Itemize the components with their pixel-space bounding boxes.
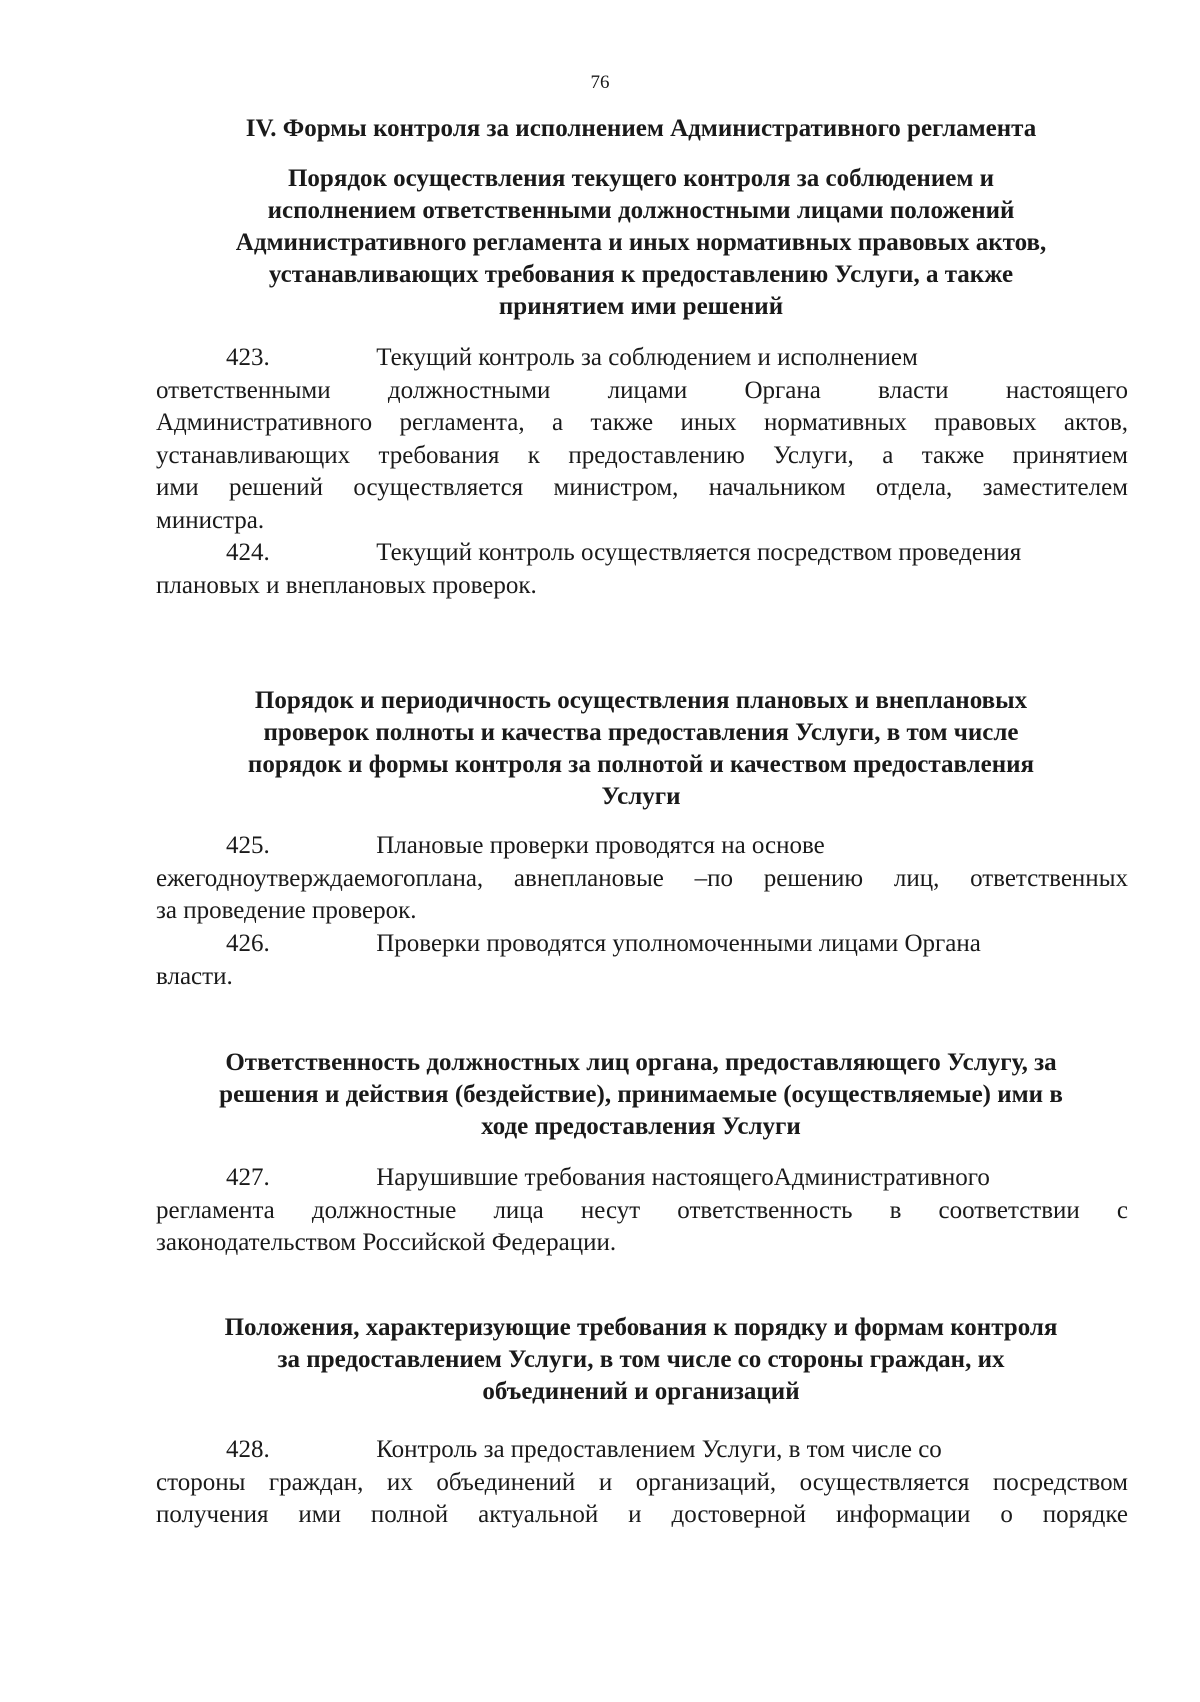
paragraph-first-line: Текущий контроль за соблюдением и исполнением	[376, 344, 918, 371]
heading-line: Услуги	[601, 783, 681, 810]
heading-line: ходе предоставления Услуги	[481, 1113, 801, 1140]
heading-line: принятием ими решений	[498, 293, 784, 320]
paragraph-423	[156, 342, 1128, 537]
heading-line: Порядок и периодичность осуществления плановых и внеплановых	[254, 687, 1028, 714]
paragraph-line: ежегодноутверждаемогоплана, авнеплановые –по решению лиц, ответственных	[156, 864, 1128, 892]
page-number: 76	[590, 72, 610, 93]
paragraph-line: стороны граждан, их объединений и организаций, осуществляется посредством	[156, 1468, 1128, 1496]
paragraph-first-line: Текущий контроль осуществляется посредством проведения	[376, 539, 1022, 566]
heading-line: за предоставлением Услуги, в том числе со стороны граждан, их	[277, 1346, 1005, 1373]
paragraph-line: министра.	[156, 506, 265, 534]
paragraph-number: 427.	[226, 1164, 270, 1191]
subsection-heading	[140, 163, 1142, 323]
paragraph-line: регламента должностные лица несут ответственность в соответствии с	[156, 1196, 1128, 1224]
heading-line: Административного регламента и иных нормативных правовых актов,	[235, 229, 1047, 256]
paragraph-first-line: Проверки проводятся уполномоченными лицами Органа	[376, 930, 981, 957]
heading-line: Ответственность должностных лиц органа, предоставляющего Услугу, за	[225, 1049, 1057, 1076]
heading-line: решения и действия (бездействие), принимаемые (осуществляемые) ими в	[219, 1081, 1063, 1108]
heading-line: устанавливающих требования к предоставлению Услуги, а также	[268, 261, 1014, 288]
paragraph-number: 428.	[226, 1436, 270, 1463]
paragraph-number: 424.	[226, 539, 270, 566]
paragraph-line: плановых и внеплановых проверок.	[156, 571, 537, 599]
paragraph-425	[156, 830, 1128, 928]
paragraph-line: власти.	[156, 962, 233, 990]
section-title-text: IV. Формы контроля за исполнением Административного регламента	[245, 115, 1037, 142]
paragraph-first-line: Контроль за предоставлением Услуги, в том числе со	[376, 1436, 942, 1463]
heading-line: порядок и формы контроля за полнотой и качеством предоставления	[247, 751, 1035, 778]
paragraph-line: устанавливающих требования к предоставлению Услуги, а также принятием	[156, 441, 1128, 469]
paragraph-428	[156, 1434, 1128, 1532]
paragraph-number: 423.	[226, 344, 270, 371]
paragraph-line: получения ими полной актуальной и достоверной информации о порядке	[156, 1501, 1128, 1528]
subsection-heading	[140, 685, 1142, 813]
subsection-heading	[140, 1047, 1142, 1143]
paragraph-number: 425.	[226, 832, 270, 859]
paragraph-426	[156, 928, 1128, 993]
heading-line: объединений и организаций	[482, 1378, 800, 1405]
heading-line: Положения, характеризующие требования к порядку и формам контроля	[224, 1314, 1058, 1341]
paragraph-424	[156, 537, 1128, 602]
paragraph-line: Административного регламента, а также иных нормативных правовых актов,	[156, 409, 1128, 436]
heading-line: проверок полноты и качества предоставления Услуги, в том числе	[263, 719, 1019, 746]
paragraph-427	[156, 1162, 1128, 1260]
paragraph-line: за проведение проверок.	[156, 897, 417, 924]
paragraph-line: законодательством Российской Федерации.	[156, 1229, 617, 1256]
section-title	[140, 113, 1142, 145]
heading-line: Порядок осуществления текущего контроля за соблюдением и	[287, 165, 995, 192]
paragraph-first-line: Плановые проверки проводятся на основе	[376, 832, 825, 859]
paragraph-line: ими решений осуществляется министром, начальником отдела, заместителем	[156, 474, 1128, 501]
paragraph-line: ответственными должностными лицами Органа власти настоящего	[156, 376, 1128, 404]
heading-line: исполнением ответственными должностными лицами положений	[267, 197, 1015, 224]
paragraph-first-line: Нарушившие требования настоящегоАдминистративного	[376, 1164, 990, 1191]
paragraph-number: 426.	[226, 930, 270, 957]
subsection-heading	[140, 1312, 1142, 1408]
